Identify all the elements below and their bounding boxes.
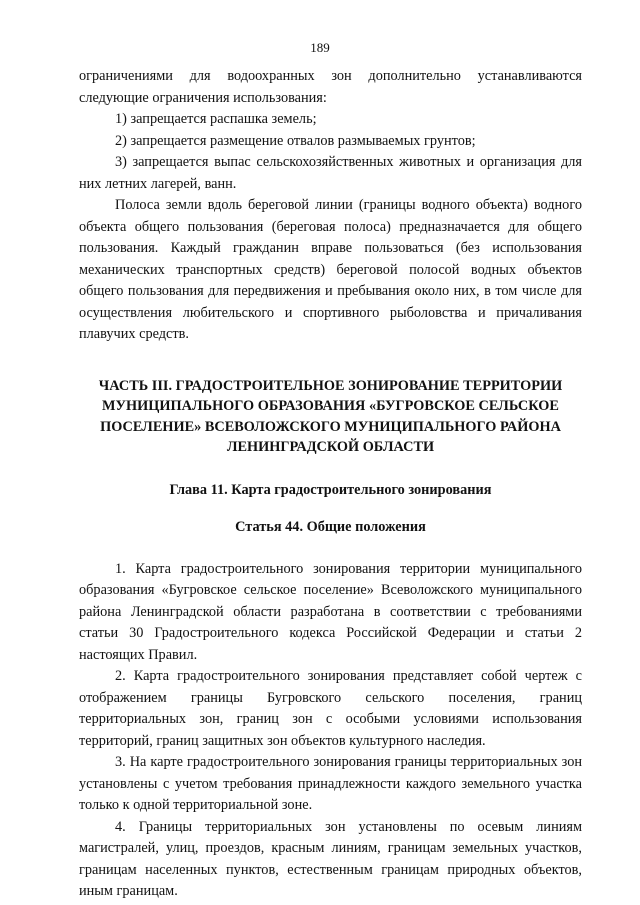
chapter-title: Глава 11. Карта градостроительного зонирования [169,481,492,498]
spacer [79,346,582,376]
article-item: 2. Карта градостроительного зонирования представляет собой чертеж с отображением границы Бугровского сельского поселения, границ территориальных зон, границ зон с особыми условиями использования территорий, границ защитных зон объектов культурного наследия. [79,668,582,749]
article-item: 3. На карте градостроительного зонирования границы территориальных зон установлены с учетом требования принадлежности каждого земельного участка только к одной территориальной зоне. [79,754,582,813]
coastal-strip-paragraph: Полоса земли вдоль береговой линии (границы водного объекта) водного объекта общего пользования (береговая полоса) предназначается для общего пользования. Каждый гражданин вправе пользоваться (без использования механических транспортных средств) береговой полосой водных объектов общего пользования для передвижения и пребывания около них, в том числе для осуществления любительского и спортивного рыболовства и причаливания плавучих средств. [79,197,582,342]
article-item: 4. Границы территориальных зон установлены по осевым линиям магистралей, улиц, проездов, красным линиям, границам земельных участков, границам населенных пунктов, естественным границам природных объектов, иным границам. [79,818,582,899]
restriction-item: 1) запрещается распашка земель; [115,111,317,127]
restriction-item: 2) запрещается размещение отвалов размываемых грунтов; [115,132,476,149]
intro-paragraph: ограничениями для водоохранных зон дополнительно устанавливаются следующие ограничения использования: [79,68,582,106]
article-item: 1. Карта градостроительного зонирования территории муниципального образования «Бугровское сельское поселение» Всеволожского муниципального района Ленинградской области разработана в соответствии с требованиями статьи 30 Градостроительного кодекса Российской Федерации и статьи 2 настоящих Правил. [79,560,582,663]
part-title: ЧАСТЬ III. ГРАДОСТРОИТЕЛЬНОЕ ЗОНИРОВАНИЕ ТЕРРИТОРИИ МУНИЦИПАЛЬНОГО ОБРАЗОВАНИЯ «БУГРОВСКОЕ СЕЛЬСКОЕ ПОСЕЛЕНИЕ» ВСЕВОЛОЖСКОГО МУНИЦИПАЛЬНОГО РАЙОНА ЛЕНИНГРАДСКОЙ ОБЛАСТИ [98,377,563,455]
restriction-item: 3) запрещается выпас сельскохозяйственных животных и организация для них летних лагерей, ванн. [79,154,582,192]
article-title: Статья 44. Общие положения [235,519,426,535]
page-number: 189 [310,40,330,55]
page-content [79,66,582,903]
